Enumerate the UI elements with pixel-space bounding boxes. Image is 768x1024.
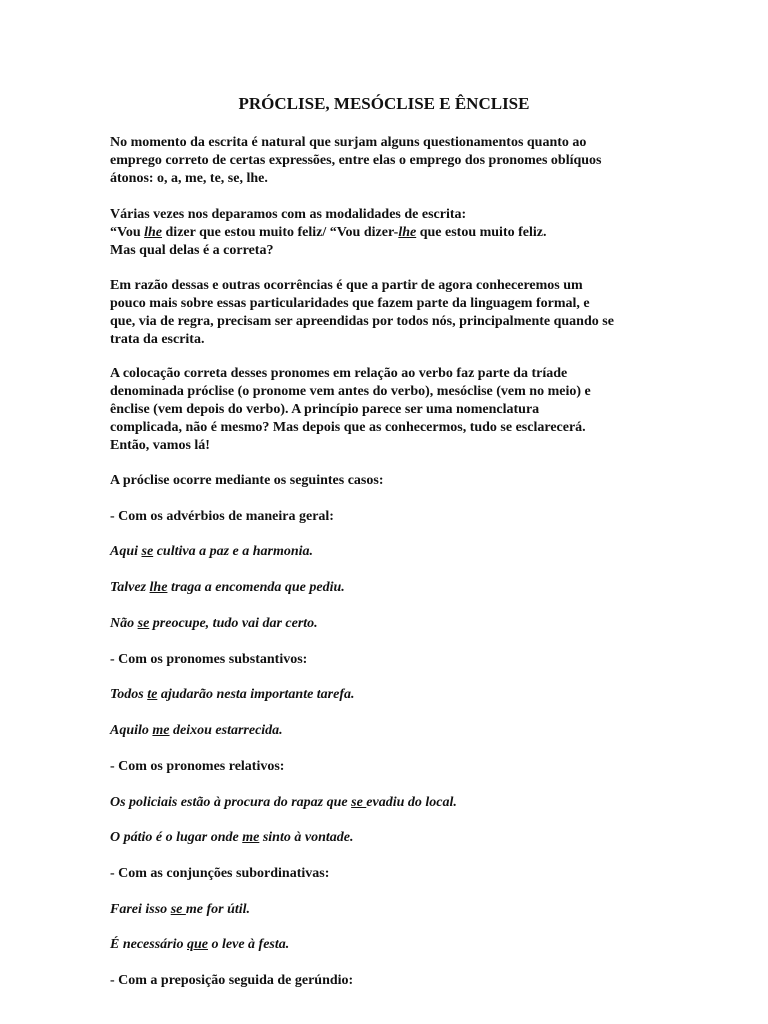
example-sentence: [110, 579, 670, 597]
underlined-pronoun: me: [152, 723, 170, 738]
example-sentence: [110, 936, 670, 954]
p4-line: ênclise (vem depois do verbo). A princípio parece ser uma nomenclatura: [110, 402, 540, 417]
underlined-pronoun: se: [170, 902, 186, 917]
underlined-pronoun: se: [141, 544, 154, 559]
example-sentence: [110, 794, 670, 812]
text-run: que estou muito feliz.: [416, 225, 547, 240]
underlined-pronoun: se: [137, 616, 150, 631]
p4-line: complicada, não é mesmo? Mas depois que as conhecermos, tudo se esclarecerá.: [110, 420, 586, 435]
p4-line: A colocação correta desses pronomes em relação ao verbo faz parte da tríade: [110, 366, 568, 381]
p2-example-line: [110, 224, 670, 242]
underlined-pronoun: te: [147, 687, 158, 702]
text-run: Farei isso: [110, 902, 171, 917]
text-run: Aquilo: [110, 723, 153, 738]
text-run: o leve à festa.: [208, 937, 290, 952]
text-run: É necessário: [110, 937, 187, 952]
example-sentence: [110, 901, 670, 919]
paragraph-4: [110, 365, 670, 455]
text-run: “Vou: [110, 225, 145, 240]
case-heading-relativos: - Com os pronomes relativos:: [110, 759, 285, 774]
text-run: traga a encomenda que pediu.: [167, 580, 345, 595]
p3-line: pouco mais sobre essas particularidades que fazem parte da linguagem formal, e: [110, 296, 590, 311]
underlined-pronoun: que: [187, 937, 208, 952]
examples-paragraph: [110, 206, 670, 260]
paragraph-3: [110, 277, 670, 349]
intro-line: emprego correto de certas expressões, entre elas o emprego dos pronomes oblíquos: [110, 153, 602, 168]
example-sentence: [110, 543, 670, 561]
p4-line: Então, vamos lá!: [110, 438, 210, 453]
text-run: cultiva a paz e a harmonia.: [153, 544, 314, 559]
text-run: preocupe, tudo vai dar certo.: [149, 616, 318, 631]
text-run: evadiu do local.: [366, 795, 457, 810]
intro-line: átonos: o, a, me, te, se, lhe.: [110, 171, 268, 186]
underlined-pronoun: lhe: [144, 225, 163, 240]
text-run: sinto à vontade.: [259, 830, 354, 845]
case-heading-preposicao: - Com a preposição seguida de gerúndio:: [110, 973, 354, 988]
example-sentence: [110, 686, 670, 704]
text-run: Aqui: [110, 544, 142, 559]
text-run: dizer que estou muito feliz/ “Vou dizer-: [162, 225, 399, 240]
case-heading-substantivos: - Com os pronomes substantivos:: [110, 652, 308, 667]
text-run: Todos: [110, 687, 148, 702]
example-sentence: [110, 615, 670, 633]
text-run: deixou estarrecida.: [169, 723, 283, 738]
text-run: ajudarão nesta importante tarefa.: [157, 687, 355, 702]
example-sentence: [110, 722, 670, 740]
text-run: me for útil.: [185, 902, 251, 917]
p4-line: denominada próclise (o pronome vem antes do verbo), mesóclise (vem no meio) e: [110, 384, 591, 399]
text-run: Não: [110, 616, 138, 631]
intro-paragraph: [110, 134, 670, 188]
underlined-pronoun: me: [242, 830, 260, 845]
text-run: Talvez: [110, 580, 150, 595]
p2-line: Várias vezes nos deparamos com as modalidades de escrita:: [110, 207, 467, 222]
text-run: Os policiais estão à procura do rapaz que: [110, 795, 352, 810]
example-sentence: [110, 829, 670, 847]
underlined-pronoun: lhe: [149, 580, 168, 595]
text-run: O pátio é o lugar onde: [110, 830, 243, 845]
case-heading-adverbios: - Com os advérbios de maneira geral:: [110, 509, 334, 524]
p3-line: Em razão dessas e outras ocorrências é que a partir de agora conheceremos um: [110, 278, 583, 293]
p3-line: trata da escrita.: [110, 332, 205, 347]
case-heading-conjuncoes: - Com as conjunções subordinativas:: [110, 866, 330, 881]
underlined-pronoun: lhe: [398, 225, 417, 240]
proclise-intro: A próclise ocorre mediante os seguintes casos:: [110, 473, 384, 488]
p2-line: Mas qual delas é a correta?: [110, 243, 274, 258]
underlined-pronoun: se: [351, 795, 367, 810]
intro-line: No momento da escrita é natural que surjam alguns questionamentos quanto ao: [110, 135, 587, 150]
document-title: PRÓCLISE, MESÓCLISE E ÊNCLISE: [238, 94, 530, 113]
p3-line: que, via de regra, precisam ser apreendidas por todos nós, principalmente quando se: [110, 314, 614, 329]
